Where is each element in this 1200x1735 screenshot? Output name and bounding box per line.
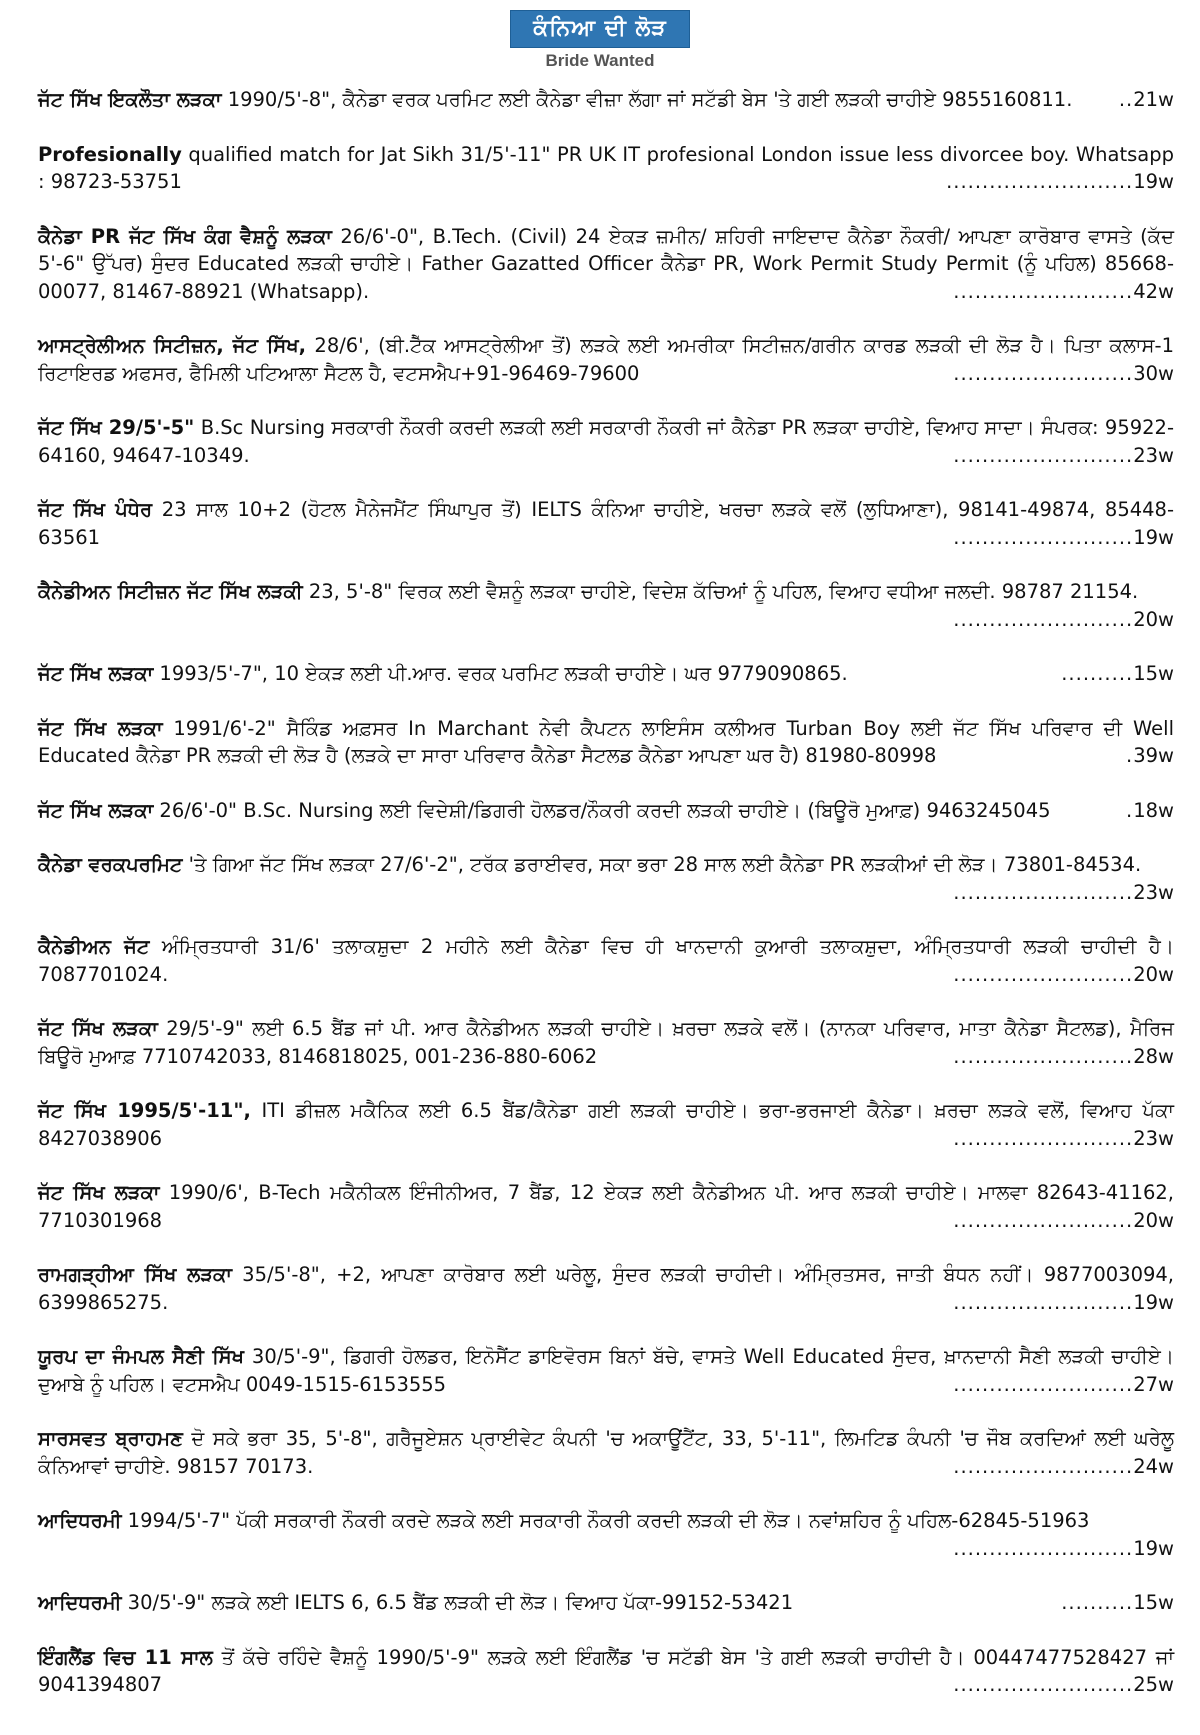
classified-ad: [38, 1179, 1174, 1234]
ad-code: [953, 879, 1174, 907]
ad-word-count: 19w: [1133, 1536, 1174, 1560]
ad-dot-leader: .........................: [953, 607, 1134, 631]
ad-lead-text: ਜੱਟ ਸਿੱਖ ਲੜਕਾ: [38, 1017, 158, 1040]
classified-ad: [38, 1097, 1174, 1152]
ad-word-count: 25w: [1133, 1673, 1174, 1696]
ad-dot-leader: .........................: [953, 1126, 1134, 1150]
ad-body-text: ਤੋਂ ਕੱਚੇ ਰਹਿੰਦੇ ਵੈਸ਼ਨੂੰ 1990/5'-9" ਲੜਕੇ ਲਈ ਇੰਗਲੈਂਡ 'ਚ ਸਟੱਡੀ ਬੇਸ 'ਤੇ ਗਈ ਲੜਕੀ ਚਾਹੀਦੀ ਹੈ। 00447477528427 ਜਾਂ 9041394807: [38, 1645, 1174, 1696]
ad-dot-leader: .........................: [953, 880, 1134, 904]
ad-body-text: 26/6'-0", B.Tech. (Civil) 24 ਏਕੜ ਜ਼ਮੀਨ/ ਸ਼ਹਿਰੀ ਜਾਇਦਾਦ ਕੈਨੇਡਾ ਨੌਕਰੀ/ ਆਪਣਾ ਕਾਰੋਬਾਰ ਵਾਸਤੇ (ਕੱਦ 5'-6" ਉੱਪਰ) ਸੁੰਦਰ Educated ਲੜਕੀ ਚਾਹੀਏ। Father Gazatted Officer ਕੈਨੇਡਾ PR, Work Permit Study Permit (ਨੂੰ ਪਹਿਲ) 85668-00077, 81467-88921 (Whatsapp).: [38, 224, 1174, 303]
ad-dot-leader: .........................: [953, 279, 1134, 303]
classified-ad: [38, 933, 1174, 988]
ad-lead-text: ਜੱਟ ਸਿੱਖ 29/5'-5": [38, 416, 195, 439]
header-title-english: Bride Wanted: [545, 51, 655, 70]
ad-word-count: 24w: [1133, 1454, 1174, 1478]
ad-dot-leader: ..........: [1061, 662, 1134, 685]
ad-code: [953, 1043, 1174, 1071]
ad-code: [953, 1535, 1174, 1563]
ad-word-count: 27w: [1133, 1372, 1174, 1396]
classified-ad: [38, 1261, 1174, 1316]
ad-body-text: 30/5'-9", ਡਿਗਰੀ ਹੋਲਡਰ, ਇਨੋਸੈਂਟ ਡਾਇਵੋਰਸ ਬਿਨਾਂ ਬੱਚੇ, ਵਾਸਤੇ Well Educated ਸੁੰਦਰ, ਖ਼ਾਨਦਾਨੀ ਸੈਣੀ ਲੜਕੀ ਚਾਹੀਏ। ਦੁਆਬੇ ਨੂੰ ਪਹਿਲ। ਵਟਸਐਪ 0049-1515-6153555: [38, 1345, 1174, 1396]
ad-body-text: 30/5'-9" ਲੜਕੇ ਲਈ IELTS 6, 6.5 ਬੈਂਡ ਲੜਕੀ ਦੀ ਲੋੜ। ਵਿਆਹ ਪੱਕਾ-99152-53421: [121, 1591, 794, 1614]
ad-dot-leader: .........................: [953, 1673, 1134, 1696]
ad-body-text: qualified match for Jat Sikh 31/5'-11" PR UK IT profesional London issue less divorcee boy. Whatsapp : 98723-53751: [38, 142, 1174, 193]
ad-code: [953, 1671, 1174, 1699]
ad-lead-text: ਕੈਨੇਡਾ ਵਰਕਪਰਮਿਟ: [38, 853, 183, 876]
ad-lead-text: ਇੰਗਲੈਂਡ ਵਿਚ 11 ਸਾਲ: [38, 1645, 213, 1669]
ad-code: [1061, 660, 1174, 688]
ad-lead-text: ਕੈਨੇਡਾ PR ਜੱਟ ਸਿੱਖ ਕੰਗ ਵੈਸ਼ਨੂੰ ਲੜਕਾ: [38, 224, 332, 248]
ad-word-count: 19w: [1133, 170, 1174, 193]
ad-dot-leader: .........................: [953, 361, 1134, 385]
ad-lead-text: Profesionally: [38, 142, 182, 166]
ad-code: [946, 168, 1174, 196]
ad-code: [953, 442, 1174, 470]
classified-ad: [38, 1015, 1174, 1070]
ad-code: [1119, 86, 1174, 114]
ad-word-count: 42w: [1133, 279, 1174, 303]
ad-dot-leader: .........................: [953, 1536, 1134, 1560]
ad-code: [953, 524, 1174, 552]
ad-code: [1126, 797, 1174, 825]
ad-code: [953, 961, 1174, 989]
ad-code: [953, 606, 1174, 634]
ad-lead-text: ਆਦਿਧਰਮੀ: [38, 1591, 122, 1614]
ad-lead-text: ਕੈਨੇਡੀਅਨ ਸਿਟੀਜ਼ਨ ਜੱਟ ਸਿੱਖ ਲੜਕੀ: [38, 580, 303, 603]
ad-lead-text: ਜੱਟ ਸਿੱਖ ਪੰਧੇਰ: [38, 498, 153, 521]
ad-word-count: 19w: [1133, 525, 1174, 549]
ad-code: [953, 278, 1174, 306]
ad-word-count: 20w: [1133, 1208, 1174, 1232]
classified-ad: [38, 1425, 1174, 1480]
ad-lead-text: ਜੱਟ ਸਿੱਖ ਲੜਕਾ: [38, 1181, 160, 1204]
ad-code: [953, 1371, 1174, 1399]
ad-body-text: 1994/5'-7" ਪੱਕੀ ਸਰਕਾਰੀ ਨੌਕਰੀ ਕਰਦੇ ਲੜਕੇ ਲਈ ਸਰਕਾਰੀ ਨੌਕਰੀ ਕਰਦੀ ਲੜਕੀ ਦੀ ਲੋੜ। ਨਵਾਂਸ਼ਹਿਰ ਨੂੰ ਪਹਿਲ-62845-51963: [121, 1509, 1090, 1532]
ad-body-text: 1990/6', B-Tech ਮਕੈਨੀਕਲ ਇੰਜੀਨੀਅਰ, 7 ਬੈਂਡ, 12 ਏਕੜ ਲਈ ਕੈਨੇਡੀਅਨ ਪੀ. ਆਰ ਲੜਕੀ ਚਾਹੀਏ। ਮਾਲਵਾ 82643-41162, 7710301968: [38, 1181, 1174, 1232]
ad-word-count: 39w: [1133, 744, 1174, 767]
ad-dot-leader: .: [1126, 798, 1134, 822]
ad-lead-text: ਜੱਟ ਸਿੱਖ 1995/5'-11",: [38, 1099, 251, 1122]
ad-word-count: 23w: [1133, 1126, 1174, 1150]
ad-code: [953, 1125, 1174, 1153]
classified-ad: [38, 1507, 1174, 1562]
classified-ad: [38, 332, 1174, 387]
classified-ad: [38, 141, 1174, 196]
classified-ad: [38, 715, 1174, 770]
classified-ad: [38, 223, 1174, 306]
ad-dot-leader: ..........: [1061, 1591, 1134, 1614]
ad-dot-leader: ..........................: [946, 170, 1134, 193]
section-header: [0, 10, 1200, 76]
ad-word-count: 30w: [1133, 361, 1174, 385]
ad-lead-text: ਜੱਟ ਸਿੱਖ ਲੜਕਾ: [38, 716, 163, 740]
ad-code: [953, 360, 1174, 388]
classified-ad: [38, 851, 1174, 906]
classified-ad: [38, 1644, 1174, 1699]
classified-ad: [38, 414, 1174, 469]
ad-lead-text: ਆਦਿਧਰਮੀ: [38, 1509, 122, 1532]
classified-ad: [38, 660, 1174, 688]
ad-body-text: 23, 5'-8" ਵਿਰਕ ਲਈ ਵੈਸ਼ਨੂੰ ਲੜਕਾ ਚਾਹੀਏ, ਵਿਦੇਸ਼ ਕੱਚਿਆਂ ਨੂੰ ਪਹਿਲ, ਵਿਆਹ ਵਧੀਆ ਜਲਦੀ. 98787 21154.: [302, 580, 1139, 603]
ad-word-count: 23w: [1133, 880, 1174, 904]
ad-dot-leader: .........................: [953, 962, 1134, 986]
ad-lead-text: ਰਾਮਗੜ੍ਹੀਆ ਸਿੱਖ ਲੜਕਾ: [38, 1263, 232, 1286]
ad-word-count: 23w: [1133, 443, 1174, 467]
ad-dot-leader: .........................: [953, 1208, 1134, 1232]
ad-word-count: 19w: [1133, 1290, 1174, 1314]
ad-body-text: 'ਤੇ ਗਿਆ ਜੱਟ ਸਿੱਖ ਲੜਕਾ 27/6'-2", ਟਰੱਕ ਡਰਾਈਵਰ, ਸਕਾ ਭਰਾ 28 ਸਾਲ ਲਈ ਕੈਨੇਡਾ PR ਲੜਕੀਆਂ ਦੀ ਲੋੜ। 73801-84534.: [182, 853, 1142, 876]
ad-body-text: ਦੋ ਸਕੇ ਭਰਾ 35, 5'-8", ਗਰੈਜੂਏਸ਼ਨ ਪ੍ਰਾਈਵੇਟ ਕੰਪਨੀ 'ਚ ਅਕਾਊਂਟੈਂਟ, 33, 5'-11", ਲਿਮਟਿਡ ਕੰਪਨੀ 'ਚ ਜੌਬ ਕਰਦਿਆਂ ਲਈ ਘਰੇਲੂ ਕੰਨਿਆਵਾਂ ਚਾਹੀਏ. 98157 70173.: [38, 1427, 1174, 1478]
ad-lead-text: ਯੂਰਪ ਦਾ ਜੰਮਪਲ ਸੈਣੀ ਸਿੱਖ: [38, 1345, 244, 1368]
ad-code: [953, 1207, 1174, 1235]
ad-dot-leader: .........................: [953, 1290, 1134, 1314]
ad-word-count: 21w: [1133, 88, 1174, 111]
classified-ad: [38, 1343, 1174, 1398]
ad-dot-leader: .........................: [953, 1372, 1134, 1396]
classified-ad: [38, 1589, 1174, 1617]
ad-dot-leader: .........................: [953, 1044, 1134, 1068]
ad-lead-text: ਆਸਟ੍ਰੇਲੀਅਨ ਸਿਟੀਜ਼ਨ, ਜੱਟ ਸਿੱਖ,: [38, 334, 307, 357]
classified-ad: [38, 797, 1174, 825]
ad-code: [953, 1453, 1174, 1481]
ad-body-text: B.Sc Nursing ਸਰਕਾਰੀ ਨੌਕਰੀ ਕਰਦੀ ਲੜਕੀ ਲਈ ਸਰਕਾਰੀ ਨੌਕਰੀ ਜਾਂ ਕੈਨੇਡਾ PR ਲੜਕਾ ਚਾਹੀਏ, ਵਿਆਹ ਸਾਦਾ। ਸੰਪਰਕ: 95922-64160, 94647-10349.: [38, 416, 1174, 467]
ad-lead-text: ਜੱਟ ਸਿੱਖ ਲੜਕਾ: [38, 662, 154, 685]
ad-code: [953, 1289, 1174, 1317]
ad-word-count: 15w: [1133, 662, 1174, 685]
header-title-punjabi: ਕੰਨਿਆ ਦੀ ਲੋੜ: [510, 10, 690, 48]
ad-dot-leader: .........................: [953, 525, 1134, 549]
ad-body-text: 35/5'-8", +2, ਆਪਣਾ ਕਾਰੋਬਾਰ ਲਈ ਘਰੇਲੂ, ਸੁੰਦਰ ਲੜਕੀ ਚਾਹੀਦੀ। ਅੰਮ੍ਰਿਤਸਰ, ਜਾਤੀ ਬੰਧਨ ਨਹੀਂ। 9877003094, 6399865275.: [38, 1263, 1174, 1314]
ad-word-count: 20w: [1133, 607, 1174, 631]
classified-ad: [38, 496, 1174, 551]
classified-ad: [38, 86, 1174, 114]
ad-word-count: 15w: [1133, 1591, 1174, 1614]
ad-lead-text: ਜੱਟ ਸਿੱਖ ਲੜਕਾ: [38, 798, 154, 822]
ad-word-count: 28w: [1133, 1044, 1174, 1068]
ad-body-text: 1991/6'-2" ਸੈਕਿੰਡ ਅਫ਼ਸਰ In Marchant ਨੇਵੀ ਕੈਪਟਨ ਲਾਇਸੰਸ ਕਲੀਅਰ Turban Boy ਲਈ ਜੱਟ ਸਿੱਖ ਪਰਿਵਾਰ ਦੀ Well Educated ਕੈਨੇਡਾ PR ਲੜਕੀ ਦੀ ਲੋੜ ਹੈ (ਲੜਕੇ ਦਾ ਸਾਰਾ ਪਰਿਵਾਰ ਕੈਨੇਡਾ ਸੈਟਲਡ ਕੈਨੇਡਾ ਆਪਣਾ ਘਰ ਹੈ) 81980-80998: [38, 716, 1174, 767]
ad-code: [1061, 1589, 1174, 1617]
ad-body-text: 23 ਸਾਲ 10+2 (ਹੋਟਲ ਮੈਨੇਜਮੈਂਟ ਸਿੰਘਾਪੁਰ ਤੋਂ) IELTS ਕੰਨਿਆ ਚਾਹੀਏ, ਖਰਚਾ ਲੜਕੇ ਵਲੋਂ (ਲੁਧਿਆਣਾ), 98141-49874, 85448-63561: [38, 498, 1174, 549]
ad-code: [1126, 742, 1174, 770]
ad-dot-leader: .........................: [953, 443, 1134, 467]
ad-lead-text: ਕੈਨੇਡੀਅਨ ਜੱਟ: [38, 935, 150, 958]
classified-ad: [38, 578, 1174, 633]
ad-body-text: 26/6'-0" B.Sc. Nursing ਲਈ ਵਿਦੇਸ਼ੀ/ਡਿਗਰੀ ਹੋਲਡਰ/ਨੌਕਰੀ ਕਰਦੀ ਲੜਕੀ ਚਾਹੀਏ। (ਬਿਊਰੋ ਮੁਆਫ਼) 9463245045: [153, 798, 1051, 822]
ad-dot-leader: .........................: [953, 1454, 1134, 1478]
ad-body-text: 28/6', (ਬੀ.ਟੈੱਕ ਆਸਟ੍ਰੇਲੀਆ ਤੋਂ) ਲੜਕੇ ਲਈ ਅਮਰੀਕਾ ਸਿਟੀਜ਼ਨ/ਗਰੀਨ ਕਾਰਡ ਲੜਕੀ ਦੀ ਲੋੜ ਹੈ। ਪਿਤਾ ਕਲਾਸ-1 ਰਿਟਾਇਰਡ ਅਫਸਰ, ਫੈਮਿਲੀ ਪਟਿਆਲਾ ਸੈਟਲ ਹੈ, ਵਟਸਐਪ+91-96469-79600: [38, 334, 1174, 385]
ad-dot-leader: ..: [1118, 88, 1134, 111]
ad-body-text: 1993/5'-7", 10 ਏਕੜ ਲਈ ਪੀ.ਆਰ. ਵਰਕ ਪਰਮਿਟ ਲੜਕੀ ਚਾਹੀਏ। ਘਰ 9779090865.: [153, 662, 848, 685]
ad-dot-leader: .: [1126, 744, 1134, 767]
ad-body-text: ਅੰਮ੍ਰਿਤਧਾਰੀ 31/6' ਤਲਾਕਸ਼ੁਦਾ 2 ਮਹੀਨੇ ਲਈ ਕੈਨੇਡਾ ਵਿਚ ਹੀ ਖਾਨਦਾਨੀ ਕੁਆਰੀ ਤਲਾਕਸ਼ੁਦਾ, ਅੰਮ੍ਰਿਤਧਾਰੀ ਲੜਕੀ ਚਾਹੀਦੀ ਹੈ। 7087701024.: [38, 935, 1174, 986]
ad-body-text: ITI ਡੀਜ਼ਲ ਮਕੈਨਿਕ ਲਈ 6.5 ਬੈਂਡ/ਕੈਨੇਡਾ ਗਈ ਲੜਕੀ ਚਾਹੀਏ। ਭਰਾ-ਭਰਜਾਈ ਕੈਨੇਡਾ। ਖ਼ਰਚਾ ਲੜਕੇ ਵਲੋਂ, ਵਿਆਹ ਪੱਕਾ 8427038906: [38, 1099, 1174, 1150]
ad-body-text: 29/5'-9" ਲਈ 6.5 ਬੈਂਡ ਜਾਂ ਪੀ. ਆਰ ਕੈਨੇਡੀਅਨ ਲੜਕੀ ਚਾਹੀਏ। ਖ਼ਰਚਾ ਲੜਕੇ ਵਲੋਂ। (ਨਾਨਕਾ ਪਰਿਵਾਰ, ਮਾਤਾ ਕੈਨੇਡਾ ਸੈਟਲਡ), ਮੈਰਿਜ ਬਿਊਰੋ ਮੁਆਫ਼ 7710742033, 8146818025, 001-236-880-6062: [38, 1017, 1175, 1068]
classified-listings: [38, 86, 1174, 1726]
ad-lead-text: ਜੱਟ ਸਿੱਖ ਇਕਲੌਤਾ ਲੜਕਾ: [38, 88, 222, 111]
ad-lead-text: ਸਾਰਸਵਤ ਬ੍ਰਾਹਮਣ: [38, 1427, 183, 1450]
ad-word-count: 20w: [1133, 962, 1174, 986]
ad-word-count: 18w: [1133, 798, 1174, 822]
ad-body-text: 1990/5'-8", ਕੈਨੇਡਾ ਵਰਕ ਪਰਮਿਟ ਲਈ ਕੈਨੇਡਾ ਵੀਜ਼ਾ ਲੱਗਾ ਜਾਂ ਸਟੱਡੀ ਬੇਸ 'ਤੇ ਗਈ ਲੜਕੀ ਚਾਹੀਏ 9855160811.: [221, 88, 1073, 111]
